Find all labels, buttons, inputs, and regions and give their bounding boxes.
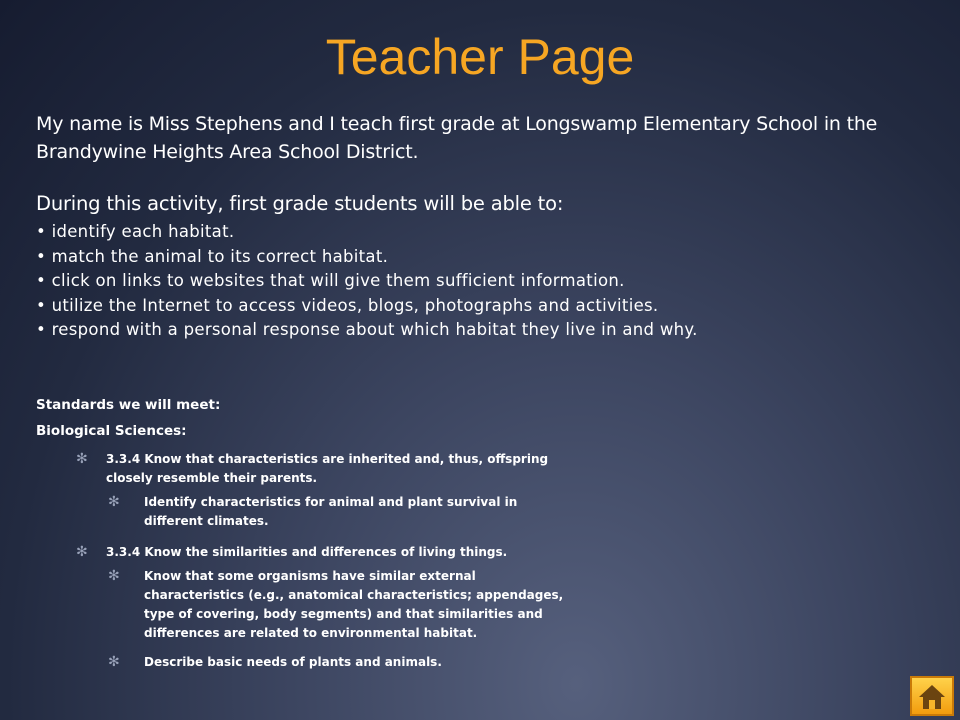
standards-subject: Biological Sciences:	[36, 423, 187, 439]
standard-subtext: Know that some organisms have similar external characteristics (e.g., anatomical characteristics; appendages, type of covering, body segments) and that similarities and differences are related to environmental habitat.	[144, 569, 564, 640]
standards-section	[36, 392, 636, 672]
list-item: • utilize the Internet to access videos, blogs, photographs and activities.	[36, 294, 936, 319]
star-bullet-icon: ✻	[76, 544, 88, 560]
standard-item	[36, 450, 566, 488]
objectives-list	[36, 220, 936, 343]
page-title: Teacher Page	[325, 29, 635, 85]
standard-subtext: Describe basic needs of plants and animals.	[144, 655, 442, 669]
objectives-lead: During this activity, first grade students will be able to:	[36, 192, 564, 215]
home-icon	[917, 682, 947, 712]
standard-subitem	[36, 567, 574, 643]
star-bullet-icon: ✻	[108, 494, 120, 510]
standard-text: 3.3.4 Know the similarities and differences of living things.	[106, 545, 508, 559]
standard-subitem	[36, 493, 574, 531]
standard-subtext: Identify characteristics for animal and plant survival in different climates.	[144, 495, 518, 528]
list-item: • identify each habitat.	[36, 220, 936, 245]
standards-heading: Standards we will meet:	[36, 397, 221, 413]
star-bullet-icon: ✻	[108, 654, 120, 670]
standard-item	[36, 543, 566, 562]
intro-section	[36, 110, 936, 343]
standard-subitem	[36, 653, 574, 672]
standard-text: 3.3.4 Know that characteristics are inherited and, thus, offspring closely resemble their parents.	[106, 452, 549, 485]
home-button[interactable]	[910, 676, 954, 716]
star-bullet-icon: ✻	[76, 451, 88, 467]
list-item: • click on links to websites that will give them sufficient information.	[36, 269, 936, 294]
list-item: • respond with a personal response about which habitat they live in and why.	[36, 318, 936, 343]
intro-text: My name is Miss Stephens and I teach first grade at Longswamp Elementary School in the Brandywine Heights Area School District.	[36, 113, 878, 163]
list-item: • match the animal to its correct habitat.	[36, 245, 936, 270]
star-bullet-icon: ✻	[108, 568, 120, 584]
